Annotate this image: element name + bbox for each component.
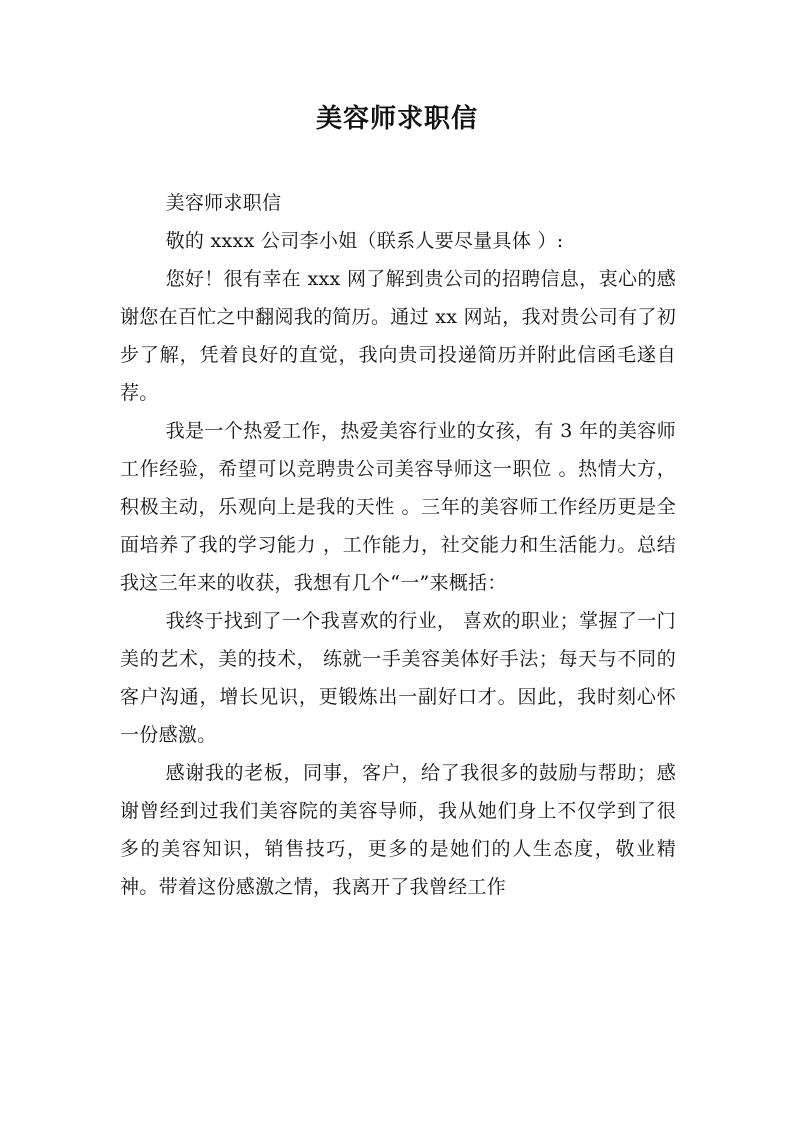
paragraph-gratitude: 感谢我的老板，同事，客户，给了我很多的鼓励与帮助；感谢曾经到过我们美容院的美容导师，我从她们身上不仅学到了很多的美容知识，销售技巧，更多的是她们的人生态度，敬业精神。带着这份感激之情，我离开了我曾经工作 [120, 762, 676, 898]
body-subheading: 美容师求职信 [165, 192, 282, 214]
document-body [120, 184, 676, 906]
document-title: 美容师求职信 [315, 104, 478, 134]
paragraph-greeting: 您好！很有幸在 xxx 网了解到贵公司的招聘信息，衷心的感谢您在百忙之中翻阅我的简历。通过 xx 网站，我对贵公司有了初步了解，凭着良好的直觉，我向贵司投递简历并附此信函毛遂自荐。 [120, 268, 676, 404]
paragraph-gains: 我终于找到了一个我喜欢的行业， 喜欢的职业；掌握了一门美的艺术，美的技术， 练就一手美容美体好手法；每天与不同的客户沟通，增长见识，更锻炼出一副好口才。因此，我时刻心怀一份感激。 [120, 610, 676, 746]
salutation: 敬的 xxxx 公司李小姐（联系人要尽量具体 ）: [165, 230, 564, 252]
paragraph-introduction: 我是一个热爱工作，热爱美容行业的女孩，有 3 年的美容师工作经验，希望可以竞聘贵公司美容导师这一职位 。热情大方，积极主动，乐观向上是我的天性 。三年的美容师工作经历更是全面培养了我的学习能力 ，工作能力，社交能力和生活能力。总结我这三年来的收获，我想有几个“一”来概括： [120, 420, 676, 594]
